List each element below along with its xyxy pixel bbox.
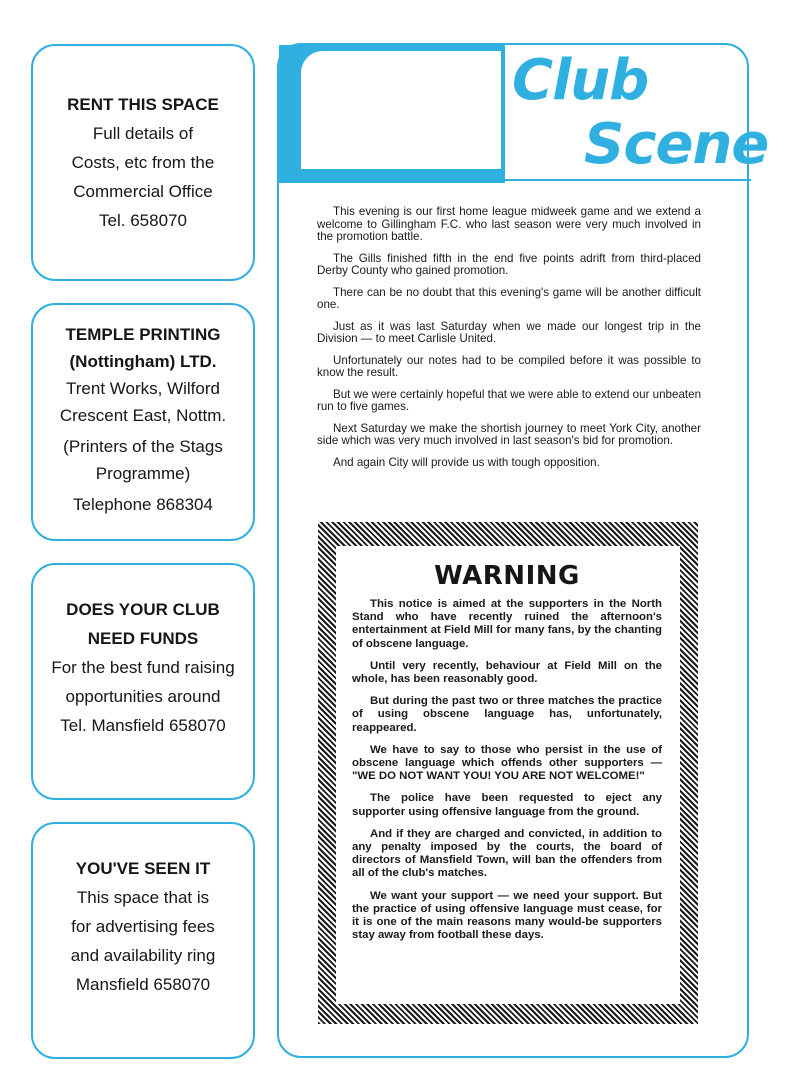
article-paragraph: But we were certainly hopeful that we were able to extend our unbeaten run to five games. [317, 387, 702, 413]
header-divider [503, 45, 505, 183]
advert-line: Programme) [95, 464, 191, 483]
warning-title: WARNING [434, 561, 580, 591]
warning-paragraph: And if they are charged and convicted, in addition to any penalty imposed by the courts, the board of directors of Mansfield Town, will ban the offenders from all of the club's matches. [352, 827, 662, 880]
article-body [317, 206, 701, 478]
advert-line: Commercial Office [73, 182, 213, 201]
advert-line: opportunities around [65, 687, 221, 706]
advert-line: (Printers of the Stags [63, 437, 223, 456]
advert-box-club-funds [31, 563, 255, 800]
article-paragraph: And again City will provide us with tough opposition. [333, 455, 600, 469]
advert-heading: YOU'VE SEEN IT [75, 859, 211, 878]
advert-line: Full details of [92, 124, 194, 143]
warning-paragraph: But during the past two or three matches the practice of using obscene language has, unfortunately, reappeared. [352, 695, 662, 734]
advert-line: for advertising fees [71, 917, 215, 936]
advert-box-seen-it [31, 822, 255, 1059]
advert-subheading: NEED FUNDS [87, 629, 199, 648]
warning-paragraph: Until very recently, behaviour at Field Mill on the whole, has been reasonably good. [352, 659, 662, 686]
advert-line: Tel. Mansfield 658070 [60, 716, 226, 735]
advert-line: Costs, etc from the [71, 153, 215, 172]
warning-notice [336, 546, 680, 1004]
advert-box-rent-space [31, 44, 255, 281]
header-blank-area [301, 51, 501, 169]
warning-paragraph: This notice is aimed at the supporters in the North Stand who have recently ruined the afternoon's entertainment at Field Mill for many fans, by the chanting of obscene language. [352, 598, 662, 650]
advert-heading: DOES YOUR CLUB [66, 600, 220, 619]
advert-subheading: (Nottingham) LTD. [69, 352, 217, 371]
article-paragraph: Unfortunately our notes had to be compiled before it was possible to know the result. [317, 353, 701, 379]
article-paragraph: Just as it was last Saturday when we made our longest trip in the Division — to meet Carlisle United. [317, 319, 701, 345]
advert-line: Telephone 868304 [73, 495, 213, 514]
advert-line: This space that is [76, 888, 210, 907]
header-rule [504, 179, 751, 181]
article-paragraph: The Gills finished fifth in the end five points adrift from third-placed Derby County who gained promotion. [317, 251, 701, 277]
advert-heading: RENT THIS SPACE [67, 95, 219, 114]
advert-heading: TEMPLE PRINTING [65, 325, 221, 344]
advert-line: Crescent East, Nottm. [59, 406, 227, 425]
page-title-word-1: Club [512, 48, 649, 113]
advert-line: and availability ring [70, 946, 216, 965]
warning-paragraph: We have to say to those who persist in the use of obscene language which offends other supporters — "WE DO NOT WANT YOU! YOU ARE NOT WELCOME!" [352, 743, 662, 783]
article-paragraph: There can be no doubt that this evening's game will be another difficult one. [317, 285, 701, 311]
advert-box-temple-printing [31, 303, 255, 541]
advert-line: Trent Works, Wilford [66, 379, 220, 398]
warning-paragraph: We want your support — we need your support. But the practice of using offensive language must cease, for it is one of the main reasons many would-be supporters stay away from football these days. [352, 889, 662, 942]
article-paragraph: This evening is our first home league midweek game and we extend a welcome to Gillingham F.C. who last season were very much involved in the promotion battle. [317, 205, 701, 243]
warning-paragraph: The police have been requested to eject any supporter using offensive language from the ground. [352, 792, 662, 818]
advert-line: Tel. 658070 [99, 211, 187, 230]
advert-line: For the best fund raising [51, 658, 235, 677]
advert-line: Mansfield 658070 [75, 975, 211, 994]
page-title-word-2: Scene [584, 112, 769, 177]
article-paragraph: Next Saturday we make the shortish journey to meet York City, another side which was very much involved in last season's bid for promotion. [317, 421, 701, 447]
